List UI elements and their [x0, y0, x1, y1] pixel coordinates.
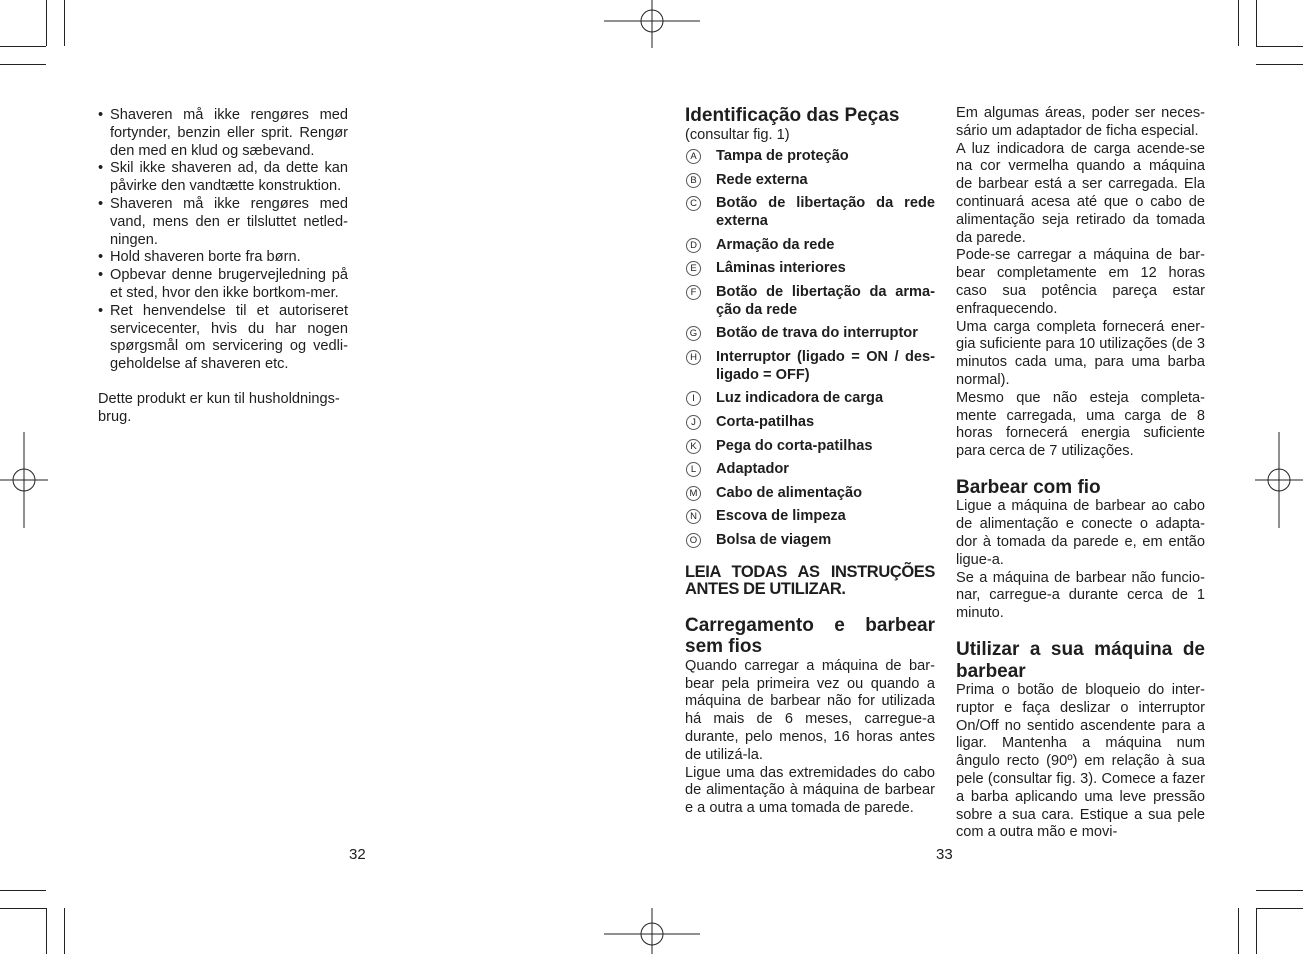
part-label: Lâminas interiores [716, 260, 846, 277]
circled-letter-icon: C [686, 196, 701, 211]
registration-mark-top [604, 0, 700, 48]
circled-letter-icon: F [686, 285, 701, 300]
circled-letter-icon: N [686, 509, 701, 524]
right-page-column-1 [685, 105, 935, 818]
circled-letter-icon: J [686, 415, 701, 430]
part-item [685, 485, 935, 503]
bullet-item: • Opbevar denne brugervejledning på et sted, hvor den ikke bortkom-mer. [98, 267, 348, 303]
part-label: Luz indicadora de carga [716, 390, 884, 407]
part-label: Bolsa de viagem [716, 532, 832, 548]
circled-letter-icon: B [686, 173, 701, 188]
part-item [685, 237, 935, 255]
part-label: Tampa de proteção [716, 148, 849, 165]
read-instructions-warning: LEIA TODAS AS INSTRUÇÕES ANTES DE UTILIZAR. [685, 562, 935, 599]
registration-mark-right [1255, 432, 1303, 528]
parts-heading: Identificação das Peças [685, 105, 900, 126]
part-item [685, 438, 935, 456]
part-label: Cabo de alimentação [716, 484, 862, 501]
part-item [685, 148, 935, 166]
part-label: Pega do corta-patilhas [716, 437, 873, 454]
part-label: Escova de limpeza [716, 508, 846, 525]
right-page-column-2 [956, 105, 1205, 842]
charging-paragraph: Uma carga completa fornecerá ener-gia suficiente para 10 utilizações (de 3 minutos cada uma, para uma barba normal). [956, 318, 1205, 388]
using-paragraph: Prima o botão de bloqueio do inter-ruptor e faça deslizar o interruptor On/Off no sentido ascendente para a ligar. Mantenha a máquina num ângulo recto (90º) em relação à sua pele (consultar fig. 3). Comece a fazer a barba aplicando uma leve pressão sobre a sua cara. Estique a sua pele com a outra mão e movi- [956, 682, 1205, 841]
parts-list [685, 148, 935, 550]
page-number-right: 33 [936, 846, 953, 863]
parts-subnote: (consultar fig. 1) [685, 126, 790, 143]
charging-paragraph: Em algumas áreas, poder ser neces-sário um adaptador de ficha especial. [956, 105, 1205, 139]
part-item [685, 172, 935, 190]
circled-letter-icon: K [686, 439, 701, 454]
part-item [685, 390, 935, 408]
part-item [685, 414, 935, 432]
part-item [685, 508, 935, 526]
charging-paragraph: Ligue uma das extremidades do cabo de alimentação à máquina de barbear e a outra a uma tomada de parede. [685, 764, 935, 817]
bullet-item: • Hold shaveren borte fra børn. [98, 249, 348, 267]
bullet-item: • Skil ikke shaveren ad, da dette kan påvirke den vandtætte konstruktion. [98, 160, 348, 196]
corded-paragraph: Ligue a máquina de barbear ao cabo de alimentação e conecte o adapta-dor à tomada da parede e, em então ligue-a. [956, 498, 1205, 568]
circled-letter-icon: E [686, 261, 701, 276]
circled-letter-icon: I [686, 391, 701, 406]
registration-mark-bottom [604, 908, 700, 954]
part-label: Corta-patilhas [716, 414, 815, 431]
corded-shaving-heading: Barbear com fio [956, 476, 1101, 498]
using-shaver-heading: Utilizar a sua máquina de barbear [956, 639, 1205, 682]
bullet-item: • Shaveren må ikke rengøres med fortynder, benzin eller sprit. Rengør den med en klud og sæbevand. [98, 107, 348, 160]
circled-letter-icon: D [686, 238, 701, 253]
part-label: Rede externa [716, 171, 808, 188]
part-item [685, 461, 935, 479]
part-item [685, 532, 935, 550]
circled-letter-icon: A [686, 149, 701, 164]
charging-paragraph: Quando carregar a máquina de bar-bear pela primeira vez ou quando a máquina de barbear não for utilizada há mais de 6 meses, carregue-a durante, pelo menos, 16 horas antes de utilizá-la. [685, 657, 935, 763]
charging-paragraph: Pode-se carregar a máquina de bar-bear completamente em 12 horas caso sua potência pareça estar enfraquecendo. [956, 247, 1205, 317]
part-item [685, 325, 935, 343]
part-label: Adaptador [716, 461, 789, 478]
charging-paragraph: Mesmo que não esteja completa-mente carregada, uma carga de 8 horas fornecerá energia suficiente para cerca de 7 utilizações. [956, 389, 1205, 460]
charging-paragraph: A luz indicadora de carga acende-se na cor vermelha quando a máquina de barbear está a ser carregada. Ela continuará acesa até que o cabo de alimentação seja retirado da tomada da parede. [956, 140, 1205, 246]
left-page-column [98, 107, 348, 427]
safety-bullet-list [98, 107, 348, 374]
circled-letter-icon: G [686, 326, 701, 341]
circled-letter-icon: L [686, 462, 701, 477]
circled-letter-icon: M [686, 486, 701, 501]
part-item [685, 260, 935, 278]
part-label: Botão de libertação da arma-ção da rede [716, 284, 935, 318]
bullet-item: • Shaveren må ikke rengøres med vand, mens den er tilsluttet netled-ningen. [98, 196, 348, 249]
registration-mark-left [0, 432, 48, 528]
household-use-note: Dette produkt er kun til husholdnings-brug. [98, 390, 340, 425]
part-item [685, 195, 935, 231]
bullet-item: • Ret henvendelse til et autoriseret servicecenter, hvis du har nogen spørgsmål om servicering og vedli-geholdelse af shaveren etc. [98, 303, 348, 374]
circled-letter-icon: H [686, 350, 701, 365]
corded-paragraph: Se a máquina de barbear não funcio-nar, carregue-a durante cerca de 1 minuto. [956, 569, 1205, 622]
part-label: Interruptor (ligado = ON / des-ligado = OFF) [716, 349, 935, 383]
part-item [685, 284, 935, 320]
part-item [685, 349, 935, 385]
part-label: Armação da rede [716, 236, 835, 253]
part-label: Botão de trava do interruptor [716, 325, 918, 342]
charging-heading: Carregamento e barbear sem fios [685, 614, 935, 658]
circled-letter-icon: O [686, 533, 701, 548]
page-number-left: 32 [349, 846, 366, 863]
part-label: Botão de libertação da rede externa [716, 195, 935, 230]
